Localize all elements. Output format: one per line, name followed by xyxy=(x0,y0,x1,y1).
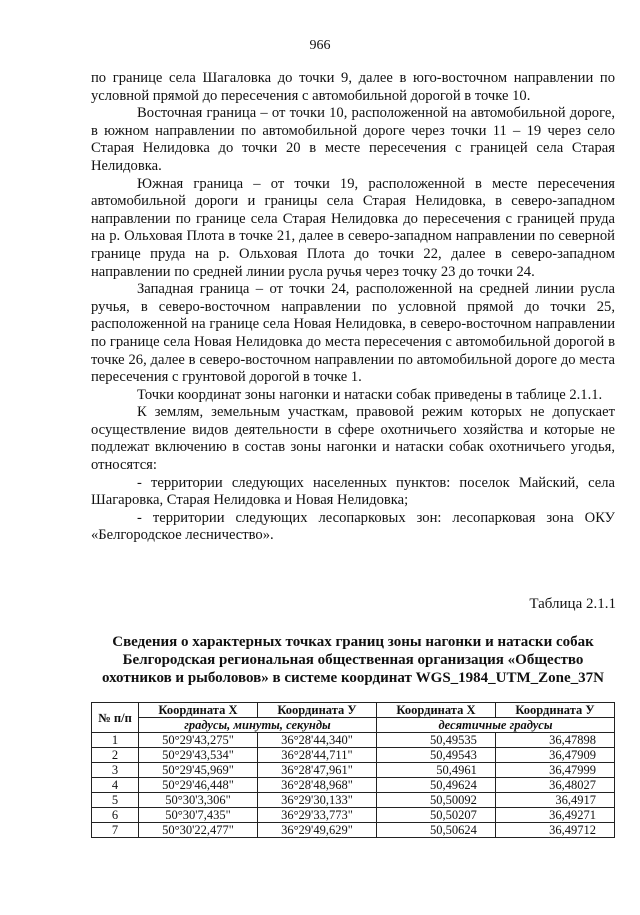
table-units-row xyxy=(92,718,615,733)
units-decimal: десятичные градусы xyxy=(376,718,614,733)
body-text xyxy=(91,70,615,545)
cell-x-dec: 50,4961 xyxy=(376,763,495,778)
cell-x-deg: 50°29'43,534" xyxy=(139,748,258,763)
table-row xyxy=(92,793,615,808)
cell-x-dec: 50,50207 xyxy=(376,808,495,823)
cell-number: 4 xyxy=(92,778,139,793)
cell-y-deg: 36°28'44,711" xyxy=(257,748,376,763)
coordinates-table xyxy=(91,702,615,838)
cell-y-dec: 36,49712 xyxy=(495,823,614,838)
table-row xyxy=(92,763,615,778)
paragraph: Точки координат зоны нагонки и натаски собак приведены в таблице 2.1.1. xyxy=(137,386,603,403)
cell-y-dec: 36,49271 xyxy=(495,808,614,823)
cell-y-deg: 36°29'49,629" xyxy=(257,823,376,838)
cell-x-dec: 50,49624 xyxy=(376,778,495,793)
column-header-number: № п/п xyxy=(92,703,139,733)
table-caption: Таблица 2.1.1 xyxy=(529,596,616,612)
cell-number: 2 xyxy=(92,748,139,763)
cell-y-deg: 36°28'48,968" xyxy=(257,778,376,793)
paragraph: К землям, земельным участкам, правовой режим которых не допускает осуществление видов деятельности в сфере охотничьего хозяйства и которые не подлежат включению в состав зоны нагонки и натаски собак охотничьего угодья, относятся: xyxy=(91,404,615,474)
cell-number: 5 xyxy=(92,793,139,808)
table-row xyxy=(92,748,615,763)
cell-y-dec: 36,4917 xyxy=(495,793,614,808)
column-header-x-dec: Координата X xyxy=(376,703,495,718)
cell-number: 7 xyxy=(92,823,139,838)
cell-x-deg: 50°30'22,477" xyxy=(139,823,258,838)
cell-x-deg: 50°30'7,435" xyxy=(139,808,258,823)
table-row xyxy=(92,823,615,838)
cell-y-deg: 36°28'47,961" xyxy=(257,763,376,778)
cell-x-dec: 50,50624 xyxy=(376,823,495,838)
cell-x-dec: 50,49535 xyxy=(376,733,495,748)
cell-y-deg: 36°29'30,133" xyxy=(257,793,376,808)
cell-x-deg: 50°29'46,448" xyxy=(139,778,258,793)
paragraph: Южная граница – от точки 19, расположенной в месте пересечения автомобильной дороги и границы села Старая Нелидовка, в северо-западном направлении по границе села Старая Нелидовка до пересечения с границей пруда на р. Ольховая Плота в точке 21, далее в северо-западном направлении по северной границе пруда на р. Ольховая Плота до точки 22, далее в северо-западном направлении по средней линии русла ручья через точку 23 до точки 24. xyxy=(91,175,615,280)
table-row xyxy=(92,778,615,793)
column-header-y-dec: Координата У xyxy=(495,703,614,718)
paragraph: - территории следующих населенных пунктов: поселок Майский, села Шагаровка, Старая Нелидовка и Новая Нелидовка; xyxy=(91,474,615,509)
table-header-row xyxy=(92,703,615,718)
units-degrees: градусы, минуты, секунды xyxy=(139,718,377,733)
cell-y-dec: 36,47999 xyxy=(495,763,614,778)
cell-y-dec: 36,47898 xyxy=(495,733,614,748)
cell-x-deg: 50°29'43,275" xyxy=(139,733,258,748)
cell-y-dec: 36,47909 xyxy=(495,748,614,763)
cell-number: 3 xyxy=(92,763,139,778)
cell-number: 6 xyxy=(92,808,139,823)
paragraph: по границе села Шагаловка до точки 9, далее в юго-восточном направлении по условной прямой до пересечения с автомобильной дорогой в точке 10. xyxy=(91,70,615,104)
paragraph: Восточная граница – от точки 10, расположенной на автомобильной дороге, в южном направлении по автомобильной дороге через точки 11 – 19 через село Старая Нелидовка до точки 20 в месте пересечения с границей села Старая Нелидовка. xyxy=(91,105,615,174)
table-body xyxy=(92,733,615,838)
cell-x-deg: 50°30'3,306" xyxy=(139,793,258,808)
table-row xyxy=(92,808,615,823)
table-row xyxy=(92,733,615,748)
paragraph: Западная граница – от точки 24, расположенной на средней линии русла ручья, в северо-восточном направлении по условной прямой до точки 25, расположенной на границе села Новая Нелидовка, в северо-восточном направлении по границе села Новая Нелидовка до места пересечения с автомобильной дорогой в точке 26, далее в северо-восточном направлении по автомобильной дороге до места пересечения с грунтовой дорогой в точке 1. xyxy=(91,281,615,386)
column-header-x-deg: Координата X xyxy=(139,703,258,718)
cell-x-dec: 50,50092 xyxy=(376,793,495,808)
cell-y-deg: 36°29'33,773" xyxy=(257,808,376,823)
cell-x-deg: 50°29'45,969" xyxy=(139,763,258,778)
cell-x-dec: 50,49543 xyxy=(376,748,495,763)
table-title: Сведения о характерных точках границ зоны нагонки и натаски собак Белгородская региональная общественная организация «Общество охотников и рыболовов» в системе координат WGS_1984_UTM_Zone_37N xyxy=(102,634,604,686)
cell-number: 1 xyxy=(92,733,139,748)
cell-y-deg: 36°28'44,340" xyxy=(257,733,376,748)
column-header-y-deg: Координата У xyxy=(257,703,376,718)
page-number: 966 xyxy=(309,38,331,53)
cell-y-dec: 36,48027 xyxy=(495,778,614,793)
paragraph: - территории следующих лесопарковых зон: лесопарковая зона ОКУ «Белгородское лесничество». xyxy=(91,509,615,544)
